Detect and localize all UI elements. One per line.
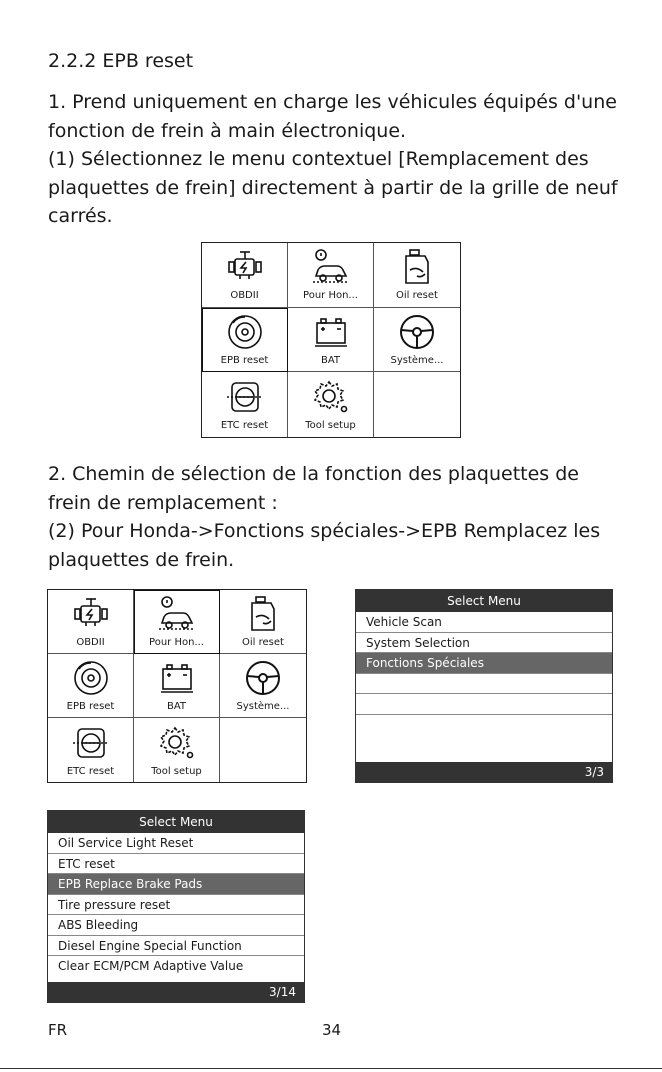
grid-item-epb-reset[interactable]: [48, 654, 134, 718]
grid-item-systeme[interactable]: [220, 654, 306, 718]
engine-icon: [225, 248, 265, 286]
grid-item-bat[interactable]: [288, 308, 374, 373]
steering-wheel-icon: [397, 313, 437, 351]
grid-item-empty: [220, 718, 306, 782]
grid-label-etc-reset: ETC reset: [66, 765, 115, 777]
grid-item-tool-setup[interactable]: [134, 718, 220, 782]
intro-text: 1. Prend uniquement en charge les véhicules équipés d'une fonction de frein à main électronique. (1) Sélectionnez le menu contextuel [Remplacement des plaquettes de frein] directement à partir de la grille de neuf carrés.: [48, 91, 618, 227]
grid-item-empty: [374, 372, 460, 437]
menu-page-indicator: 3/3: [356, 762, 612, 782]
menu-item-empty: [356, 715, 612, 736]
footer-language: FR: [48, 1021, 68, 1039]
grid-item-pour-honda[interactable]: [288, 243, 374, 308]
menu-item-epb-replace-brake-pads[interactable]: EPB Replace Brake Pads: [48, 874, 304, 895]
footer-divider: [0, 1068, 662, 1069]
oil-can-icon: [397, 248, 437, 286]
engine-icon: [71, 595, 111, 633]
grid-item-pour-honda[interactable]: [134, 590, 220, 654]
grid-item-systeme[interactable]: [374, 308, 460, 373]
grid-label-obdii: OBDII: [76, 637, 105, 648]
select-menu-special-functions: [47, 810, 305, 1003]
menu-item-empty: [356, 674, 612, 695]
path-paragraph: [48, 460, 628, 574]
grid-label-obdii: OBDII: [230, 290, 259, 302]
select-menu-vehicle: [355, 589, 613, 783]
menu-item-oil-service[interactable]: Oil Service Light Reset: [48, 833, 304, 854]
car-diagnostic-icon: [157, 595, 197, 633]
grid-label-pour-honda: Pour Hon...: [149, 637, 204, 648]
grid-label-tool-setup: Tool setup: [305, 420, 356, 432]
grid-label-bat: BAT: [320, 354, 341, 366]
throttle-icon: [71, 724, 111, 762]
grid-item-etc-reset[interactable]: [202, 372, 288, 437]
grid-label-systeme: Système...: [390, 354, 444, 366]
brake-disc-icon: [71, 659, 111, 697]
grid-label-etc-reset: ETC reset: [220, 420, 269, 432]
function-grid-epb: [201, 242, 461, 438]
grid-label-oil-reset: Oil reset: [242, 637, 284, 648]
grid-item-oil-reset[interactable]: [220, 590, 306, 654]
function-grid-honda: [47, 589, 307, 783]
battery-icon: [311, 313, 351, 351]
grid-label-epb-reset: EPB reset: [220, 354, 269, 366]
grid-item-obdii[interactable]: [202, 243, 288, 308]
grid-item-oil-reset[interactable]: [374, 243, 460, 308]
menu-item-tire-pressure[interactable]: Tire pressure reset: [48, 895, 304, 916]
menu-item-fonctions-speciales[interactable]: Fonctions Spéciales: [356, 653, 612, 674]
battery-icon: [157, 659, 197, 697]
grid-label-epb-reset: EPB reset: [66, 701, 115, 712]
brake-disc-icon: [225, 313, 265, 351]
menu-item-abs-bleeding[interactable]: ABS Bleeding: [48, 915, 304, 936]
menu-item-empty: [356, 694, 612, 715]
steering-wheel-icon: [243, 659, 283, 697]
grid-item-epb-reset[interactable]: [202, 308, 288, 373]
gear-icon: [157, 724, 197, 762]
car-diagnostic-icon: [311, 248, 351, 286]
grid-item-etc-reset[interactable]: [48, 718, 134, 782]
menu-page-indicator: 3/14: [48, 982, 304, 1002]
menu-item-system-selection[interactable]: System Selection: [356, 633, 612, 654]
grid-label-bat: BAT: [166, 701, 187, 712]
oil-can-icon: [243, 595, 283, 633]
path-text: 2. Chemin de sélection de la fonction des plaquettes de frein de remplacement : (2) Pour Honda->Fonctions spéciales->EPB Remplacez les plaquettes de frein.: [48, 463, 601, 571]
section-heading: 2.2.2 EPB reset: [48, 50, 194, 72]
gear-icon: [311, 378, 351, 416]
grid-item-tool-setup[interactable]: [288, 372, 374, 437]
intro-paragraph: [48, 88, 628, 231]
grid-item-bat[interactable]: [134, 654, 220, 718]
menu-title: Select Menu: [48, 811, 304, 833]
menu-title: Select Menu: [356, 590, 612, 612]
menu-item-etc-reset[interactable]: ETC reset: [48, 854, 304, 875]
menu-item-vehicle-scan[interactable]: Vehicle Scan: [356, 612, 612, 633]
grid-label-systeme: Système...: [236, 701, 290, 712]
menu-item-diesel-engine[interactable]: Diesel Engine Special Function: [48, 936, 304, 957]
throttle-icon: [225, 378, 265, 416]
menu-item-clear-ecm[interactable]: Clear ECM/PCM Adaptive Value: [58, 959, 244, 973]
grid-item-obdii[interactable]: [48, 590, 134, 654]
grid-label-tool-setup: Tool setup: [151, 765, 202, 777]
grid-label-pour-honda: Pour Hon...: [303, 290, 358, 302]
footer-page-number: 34: [322, 1021, 342, 1039]
grid-label-oil-reset: Oil reset: [396, 290, 438, 302]
